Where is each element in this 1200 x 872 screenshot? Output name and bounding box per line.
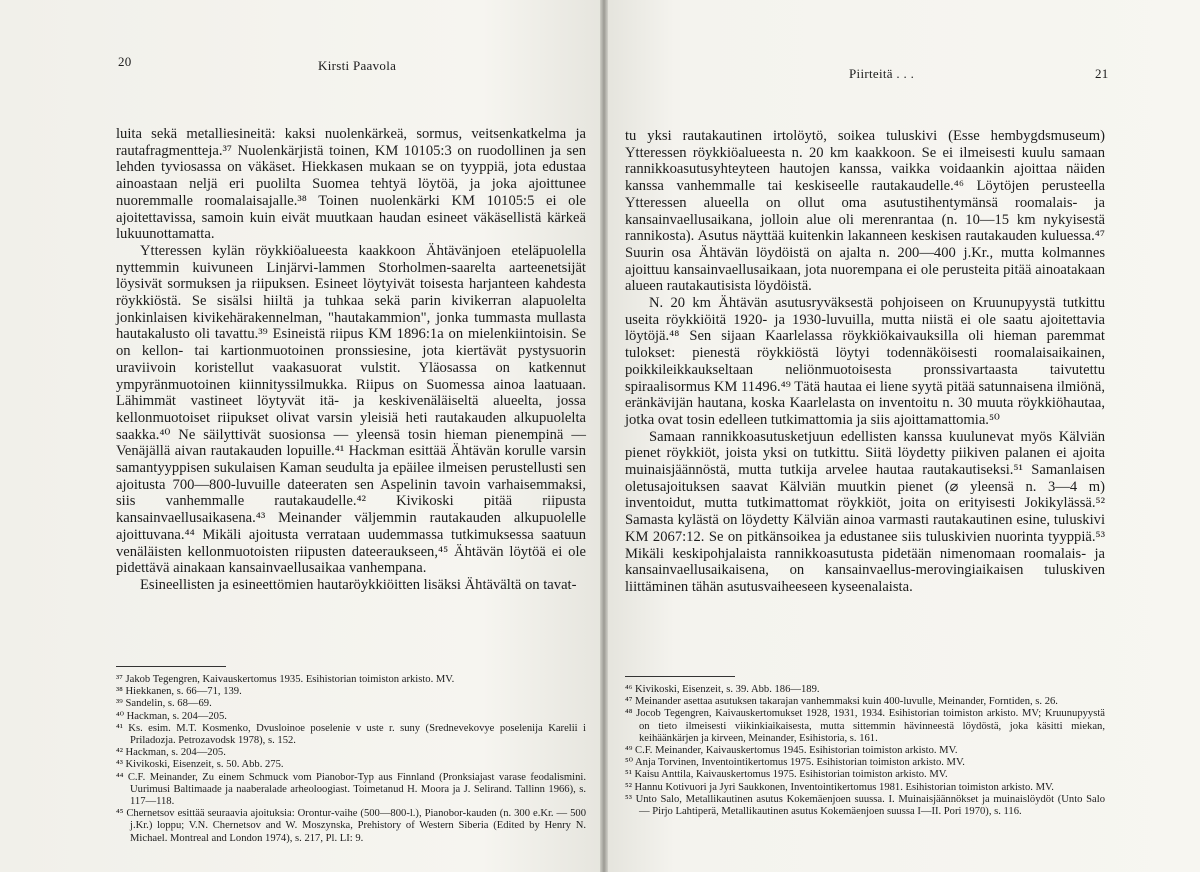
footnotes <box>116 674 586 845</box>
footnote: ⁴¹ Ks. esim. M.T. Kosmenko, Dvuslоinoe poselenie v uste r. suny (Srednevekovye poselenija Karelii i Priladozja. Petrozavodsk 1978), s. 152. <box>116 722 586 747</box>
right-page <box>603 0 1200 872</box>
footnote-rule <box>625 676 735 677</box>
footnote: ⁴⁶ Kivikoski, Eisenzeit, s. 39. Abb. 186—189. <box>625 684 820 695</box>
footnote: ⁴⁹ C.F. Meinander, Kaivauskertomus 1945. Esihistorian toimiston arkisto. MV. <box>625 745 958 757</box>
running-head: Piirteitä . . . <box>849 66 915 81</box>
footnote: ⁴³ Kivikoski, Eisenzeit, s. 50. Abb. 275. <box>116 759 284 771</box>
paragraph: luita sekä metalliesineitä: kaksi nuolenkärkeä, sormus, veitsenkatkelma ja rautafragmentteja.³⁷ Nuolenkärjistä toinen, KM 10105:3 on ruodollinen ja sen lehden tyviosassa on väkäset. Hiekkasen mukaan se on tyyppiä, jota edustaa ainoastaan neljä eri puolilta Suomea tehtyä löytöä, ja joka ajoittunee nuoremmalle roomalaisajalle.³⁸ Toinen nuolenkärki KM 10105:5 ei ole ajoitettavissa, samoin kuin eivät muutkaan haudan esineet väkäsellistä kärkeä lukuunottamatta. <box>116 126 586 243</box>
paragraph: N. 20 km Ähtävän asutusryväksestä pohjoiseen on Kruunupyystä tutkittu useita röykkiöitä 1920- ja 1930-luvuilla, mutta niistä ei ole saatu ajoitettavia löytöjä.⁴⁸ Sen sijaan Kaarlelassa röykkiökaivauksilla oli hieman paremmat tulokset: pienestä röykkiöstä löytyi todennäköisesti roomalaisaikainen, poikkileikkaukseltaan neliönmuotoisesta pronssivartaasta taivutettu spiraalisormus KM 11496.⁴⁹ Tätä hautaa ei liene syytä pitää satunnaisena ilmiönä, eränkävijän hautana, koska Kaarlelasta on inventoitu n. 30 muuta röykkiöhautaa, jotka ovat tosin edelleen tutkimattomia ja siis ajoittamattomia.⁵⁰ <box>625 295 1105 428</box>
footnote: ⁵⁰ Anja Torvinen, Inventointikertomus 1975. Esihistorian toimiston arkisto. MV. <box>625 757 965 769</box>
footnote: ⁵¹ Kaisu Anttila, Kaivauskertomus 1975. Esihistorian toimiston arkisto. MV. <box>625 769 948 781</box>
book-gutter <box>600 0 608 872</box>
paragraph: tu yksi rautakautinen irtolöytö, soikea tuluskivi (Esse hembygdsmuseum) Ytteressen röykkiöalueesta n. 20 km kaakkoon. Se ei ilmeisesti kuulu samaan rannikkoasutusyhteyteen hautojen kanssa, vaikka voidaankin ajoittaa näiden kanssa vanhemmalle tai keskiseelle rautakaudelle.⁴⁶ Löytöjen perusteella Ytteressen alueella on ollut oma asutustihentymänsä roomalais- ja kansainvaellusaikana, jolloin alue oli merenrantaa (n. 10—15 km nykyisestä rannikosta). Asutus näyttää kuitenkin lakanneen keskisen rautakauden kuluessa.⁴⁷ Suurin osa Ähtävän löydöistä on ajalta n. 200—400 j.Kr., mutta kolmannes ajoittuu kansainvaellusaikaan, jota nuorempana ei ole perusteita pitää ainoatakaan alueen rautakautisista löydöistä. <box>625 128 1105 295</box>
footnote: ⁴⁵ Chernetsov esittää seuraavia ajoituksia: Orontur-vaihe (500—800-l.), Pianobor-kauden (n. 300 e.Kr. — 500 j.Kr.) loppu; V.N. Chernetsov and W. Moszynska, Prehistory of Western Siberia (Edited by Henry N. Michael. Montreal and London 1974), s. 217, Pl. LI: 9. <box>116 808 586 844</box>
footnote-rule <box>116 666 226 667</box>
footnote: ⁴⁰ Hackman, s. 204—205. <box>116 710 227 722</box>
footnote: ³⁹ Sandelin, s. 68—69. <box>116 698 212 710</box>
running-head: Kirsti Paavola <box>318 58 397 73</box>
paragraph: Esineellisten ja esineettömien hautaröykkiöitten lisäksi Ähtävältä on tavat- <box>140 576 577 593</box>
footnote: ³⁷ Jakob Tegengren, Kaivauskertomus 1935. Esihistorian toimiston arkisto. MV. <box>116 674 455 685</box>
footnote: ⁵³ Unto Salo, Metallikautinen asutus Kokemäenjoen suussa. I. Muinaisjäännökset ja muinaislöydöt (Unto Salo — Pirjo Lahtiperä, Metallikautinen asutus Kokemäenjoen suussa I—II. Pori 1970), s. 116. <box>625 793 1105 818</box>
body-text <box>116 126 586 594</box>
footnote: ⁴⁷ Meinander asettaa asutuksen takarajan vanhemmaksi kuin 400-luvulle, Meinander, Forntiden, s. 26. <box>625 696 1058 708</box>
footnote: ⁴⁴ C.F. Meinander, Zu einem Schmuck vom Pianobor-Typ aus Finnland (Pronksiajast varase feodalismini. Uurimusi Baltimaade ja naaberalade arheoloogiast. Toimetanud H. Moora ja J. Selirand. Tallinn 1966), s. 117—118. <box>116 771 586 808</box>
footnote: ⁴⁸ Jocob Tegengren, Kaivauskertomukset 1928, 1931, 1934. Esihistorian toimiston arkisto. MV; Kruunupyystä on tieto ilmeisesti viikinkiaikaisesta, mutta sittemmin hävinneestä löydöstä, joka käsitti miekan, keihäänkärjen ja kirveen, Meinander, Esihistoria, s. 161. <box>625 708 1105 744</box>
footnote: ⁵² Hannu Kotivuori ja Jyri Saukkonen, Inventointikertomus 1981. Esihistorian toimiston arkisto. MV. <box>625 781 1054 793</box>
footnote: ³⁸ Hiekkanen, s. 66—71, 139. <box>116 686 242 698</box>
footnotes <box>625 684 1105 818</box>
body-text <box>625 128 1105 596</box>
footnote: ⁴² Hackman, s. 204—205. <box>116 747 226 759</box>
paragraph: Samaan rannikkoasutusketjuun edellisten kanssa kuulunevat myös Kälviän pienet röykkiöt, joista yksi on tutkittu. Siitä löydetty piikiven palanen ei ajoita muinaisjäännöstä, mutta tutkija arvelee hautaa rautakautiseksi.⁵¹ Samanlaisen oletusajoituksen saavat Kälviän muutkin pienet (⌀ yleensä n. 3—4 m) inventoidut, mutta tutkimattomat röykkiöt, joita on erityisesti Jokikylässä.⁵² Samasta kylästä on löydetty Kälviän ainoa varmasti rautakautinen esine, tuluskivi KM 2067:12. Se on pitkänsoikea ja edustanee siis tuluskivien nuorinta tyyppiä.⁵³ Mikäli keskipohjalaista rannikkoasutusta pidetään nimenomaan roomalais- ja kansainvaellusaikaisena, on kansainvaellus-merovingiaikaisen tuluskiven liittäminen tähän asutusvaiheeseen kyseenalaista. <box>625 428 1105 595</box>
paragraph: Ytteressen kylän röykkiöalueesta kaakkoon Ähtävänjoen eteläpuolella nyttemmin kuivuneen Linjärvi-lammen Storholmen-saarelta aarteenetsijät löysivät sormuksen ja riipuksen. Esineet löytyivät toisesta harjanteen kahdesta röykkiöstä. Se sisälsi hiiltä ja tuhkaa sekä parin kivikerran alapuolelta jonkinlaisen kivikehärakennelman, "hautakammion", jonka tummasta mullasta hautakalusto oli tavattu.³⁹ Esineistä riipus KM 1896:1a on mielenkiintoisin. Se on kellon- tai kartionmuotoinen pronssiesine, jota kiertävät pystysuorin uraviivoin koristellut vaakasuorat vulstit. Yläosassa on katkennut ympyränmuotoinen kiinnityssilmukka. Riipus on Suomessa ainoa laatuaan. Lähimmät vastineet löytyvät itä- ja keskivenäläiseltä alueelta, jossa kellonmuotoiset riipukset olivat varsin yleisiä heti rautakauden alkupuolelta saakka.⁴⁰ Ne säilyttivät suosionsa — yleensä tosin hieman pienempinä — Venäjällä aivan rautakauden lopuille.⁴¹ Hackman esittää Ähtävän korulle varsin samantyyppisen sukulaisen Kaman seudulta ja epäilee ilmeisen perustellusti sen ajoitusta 700—800-luvuille dateeraten sen Aspelinin tavoin varhaisemmaksi, siis vanhemmalle rautakaudelle.⁴² Kivikoski pitää riipusta kansainvaellusaikasena.⁴³ Meinander väljemmin rautakauden alkupuolelle ajoittuvana.⁴⁴ Mikäli ajoitusta verrataan uudemmassa tutkimuksessa saatuun venäläisten kellonmuotoisten riipusten dateeraukseen,⁴⁵ Ähtävän löytöä ei ole pidettävä ainakaan kansainvaellusaikaa vanhempana. <box>116 242 586 577</box>
page-number: 20 <box>118 54 132 69</box>
page-number: 21 <box>1095 66 1109 81</box>
